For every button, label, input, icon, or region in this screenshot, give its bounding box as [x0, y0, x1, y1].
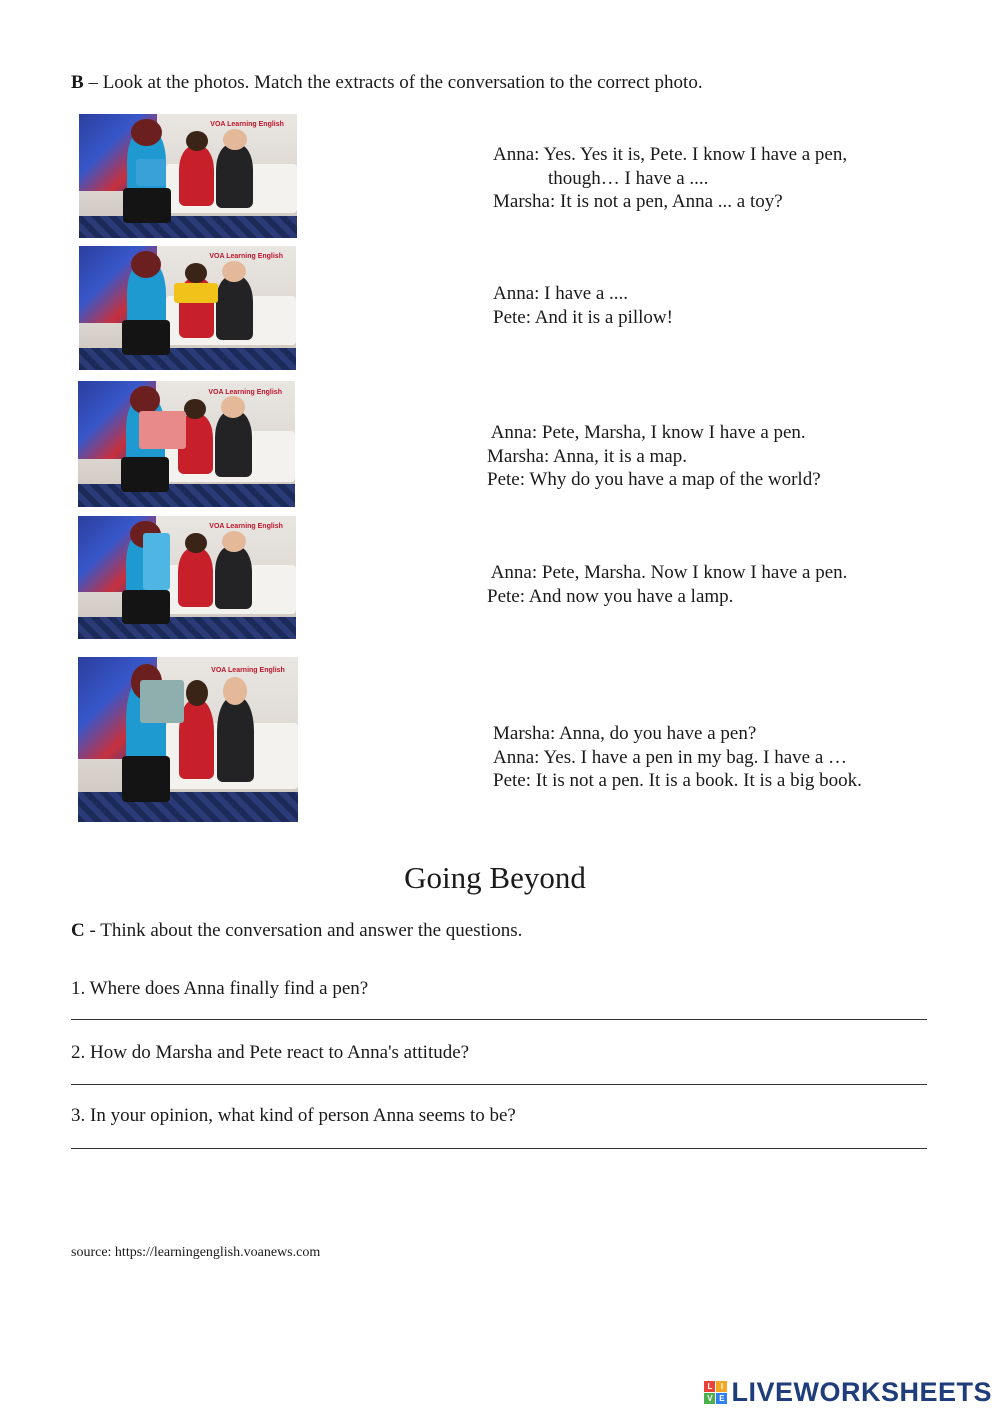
photo-bag — [122, 756, 170, 802]
photo-prop — [140, 680, 184, 723]
photo-prop — [139, 411, 187, 449]
extract-line: Marsha: It is not a pen, Anna ... a toy? — [493, 191, 783, 212]
photo-floor — [78, 617, 296, 639]
photo-person-marsha-head — [184, 399, 206, 419]
photo-bag — [122, 590, 170, 624]
extract-line: Pete: Why do you have a map of the world? — [487, 469, 821, 490]
photo-prop — [174, 283, 217, 303]
photo-logo: VOA Learning English — [209, 523, 283, 531]
extract-line: Marsha: Anna, it is a map. — [487, 445, 687, 467]
question-3: 3. In your opinion, what kind of person Anna seems to be? — [71, 1105, 516, 1126]
photo-floor — [78, 792, 298, 822]
extract-3[interactable] — [487, 421, 821, 492]
extract-line: Pete: And now you have a lamp. — [487, 585, 734, 607]
photo-floor — [79, 216, 297, 238]
photo-bag — [122, 320, 170, 355]
photo-2[interactable] — [79, 246, 296, 370]
photo-person-marsha — [179, 146, 214, 206]
section-b-letter: B — [71, 72, 84, 93]
extract-line: Anna: Pete, Marsha. Now I know I have a pen. — [487, 562, 848, 583]
source-note: source: https://learningenglish.voanews.com — [71, 1245, 321, 1260]
extract-line: though… I have a .... — [548, 167, 709, 189]
photo-person-pete-head — [222, 531, 246, 552]
extract-4[interactable] — [487, 561, 847, 608]
logo-letter: L — [704, 1381, 715, 1392]
photo-3[interactable] — [78, 381, 295, 507]
photo-bag — [121, 457, 169, 492]
logo-word: LIVEWORKSHEETS — [731, 1377, 992, 1407]
answer-line-1[interactable] — [71, 1019, 927, 1020]
logo-letter: V — [704, 1393, 715, 1404]
section-c-instruction — [71, 920, 522, 942]
extract-1[interactable] — [493, 143, 847, 214]
photo-1[interactable] — [79, 114, 297, 238]
extract-line: Anna: I have a .... — [493, 283, 629, 304]
photo-person-marsha — [178, 548, 213, 607]
extract-line: Anna: Pete, Marsha, I know I have a pen. — [487, 422, 806, 443]
photo-prop — [143, 533, 169, 590]
photo-floor — [78, 484, 295, 507]
photo-person-pete-head — [223, 677, 247, 705]
logo-letter: E — [716, 1393, 727, 1404]
photo-person-marsha-head — [186, 131, 208, 151]
extract-line: Anna: Yes. I have a pen in my bag. I have a … — [493, 746, 848, 768]
extract-2[interactable] — [493, 282, 673, 329]
photo-person-pete-head — [223, 129, 247, 150]
extract-line: Pete: And it is a pillow! — [493, 306, 673, 328]
photo-person-pete — [215, 411, 252, 477]
photo-person-anna-head — [130, 386, 160, 414]
photo-person-marsha-head — [186, 680, 208, 706]
extract-line: Anna: Yes. Yes it is, Pete. I know I have a pen, — [493, 144, 848, 165]
photo-person-pete — [216, 276, 253, 340]
photo-logo: VOA Learning English — [209, 253, 283, 261]
section-b-instruction — [71, 72, 703, 94]
extract-5[interactable] — [493, 722, 862, 793]
photo-person-marsha — [179, 700, 214, 779]
photo-person-pete-head — [221, 396, 245, 417]
photo-logo: VOA Learning English — [208, 388, 282, 396]
photo-person-marsha-head — [185, 533, 207, 553]
section-c-letter: C — [71, 920, 85, 941]
section-b-text: – Look at the photos. Match the extracts of the conversation to the correct photo. — [83, 72, 703, 93]
photo-logo: VOA Learning English — [210, 121, 284, 129]
question-1: 1. Where does Anna finally find a pen? — [71, 978, 369, 999]
photo-4[interactable] — [78, 516, 296, 639]
answer-line-3[interactable] — [71, 1148, 927, 1149]
photo-floor — [79, 348, 296, 370]
liveworksheets-logo — [704, 1377, 992, 1408]
section-c-text: - Think about the conversation and answer the questions. — [84, 920, 523, 941]
photo-person-pete — [215, 546, 252, 610]
logo-mark-icon — [704, 1381, 727, 1404]
logo-letter: I — [716, 1381, 727, 1392]
photo-person-pete — [217, 697, 254, 783]
section-title: Going Beyond — [404, 860, 586, 895]
extract-line: Pete: It is not a pen. It is a book. It is a big book. — [493, 770, 862, 791]
photo-logo: VOA Learning English — [211, 666, 285, 674]
photo-person-pete-head — [222, 261, 246, 282]
extract-line: Marsha: Anna, do you have a pen? — [493, 723, 757, 744]
question-2: 2. How do Marsha and Pete react to Anna's attitude? — [71, 1042, 470, 1063]
photo-person-anna-head — [131, 119, 162, 146]
photo-5[interactable] — [78, 657, 298, 822]
photo-prop — [136, 159, 167, 186]
answer-line-2[interactable] — [71, 1084, 927, 1085]
photo-bag — [123, 188, 171, 223]
photo-person-pete — [216, 144, 253, 208]
